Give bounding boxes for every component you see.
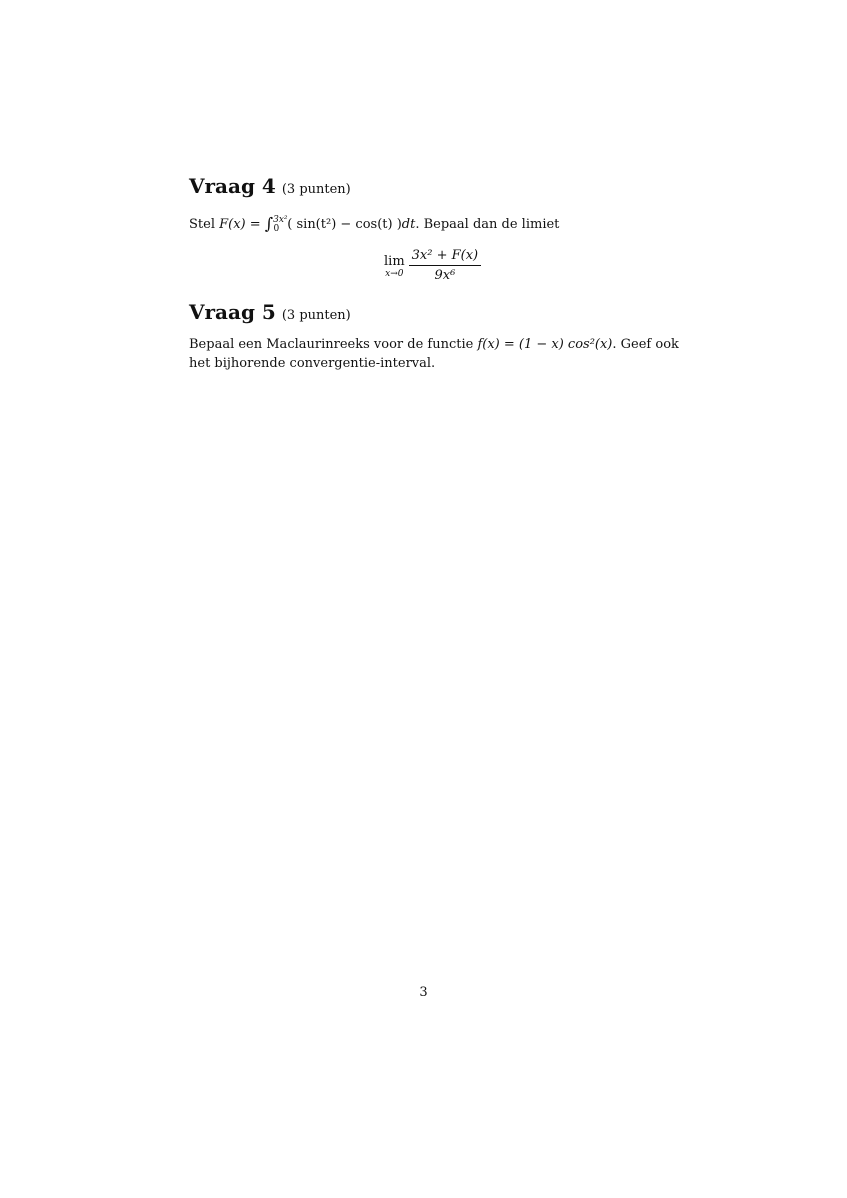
limit-expression xyxy=(384,248,481,284)
limit-operator-block xyxy=(384,254,405,279)
question-5-title: Vraag 5 xyxy=(189,300,276,324)
question-4-intro: Stel xyxy=(189,217,215,232)
question-5-text xyxy=(189,335,689,373)
question-5-heading xyxy=(189,300,351,328)
question-4-title: Vraag 4 xyxy=(189,174,276,198)
integrand: ( sin(t²) − cos(t) ) xyxy=(287,217,402,232)
limit-operator: lim xyxy=(384,253,405,269)
integral-differential: dt xyxy=(401,217,416,232)
question-5-points: (3 punten) xyxy=(281,308,351,323)
integral-upper-limit: 3x² xyxy=(273,215,288,225)
question-4-after: . Bepaal dan de limiet xyxy=(415,217,560,232)
integral-lower-limit: 0 xyxy=(273,224,280,234)
integral-lhs: F(x) = xyxy=(219,217,265,232)
question-5-text-before: Bepaal een Maclaurinreeks voor de functie xyxy=(189,337,478,352)
question-5-text-after: . Geef ook het bijhorende convergentie-interval. xyxy=(189,337,679,371)
question-5-formula: f(x) = (1 − x) cos²(x) xyxy=(477,337,613,352)
question-4-text xyxy=(189,213,689,236)
integral-sign: ∫ xyxy=(264,214,274,233)
page-number: 3 xyxy=(419,985,428,1000)
question-4-heading xyxy=(189,174,351,202)
limit-fraction xyxy=(409,248,481,284)
fraction-numerator: 3x² + F(x) xyxy=(409,248,481,266)
question-4-points: (3 punten) xyxy=(281,182,351,197)
limit-approach: x→0 xyxy=(385,268,404,279)
fraction-denominator: 9x⁶ xyxy=(434,268,456,283)
